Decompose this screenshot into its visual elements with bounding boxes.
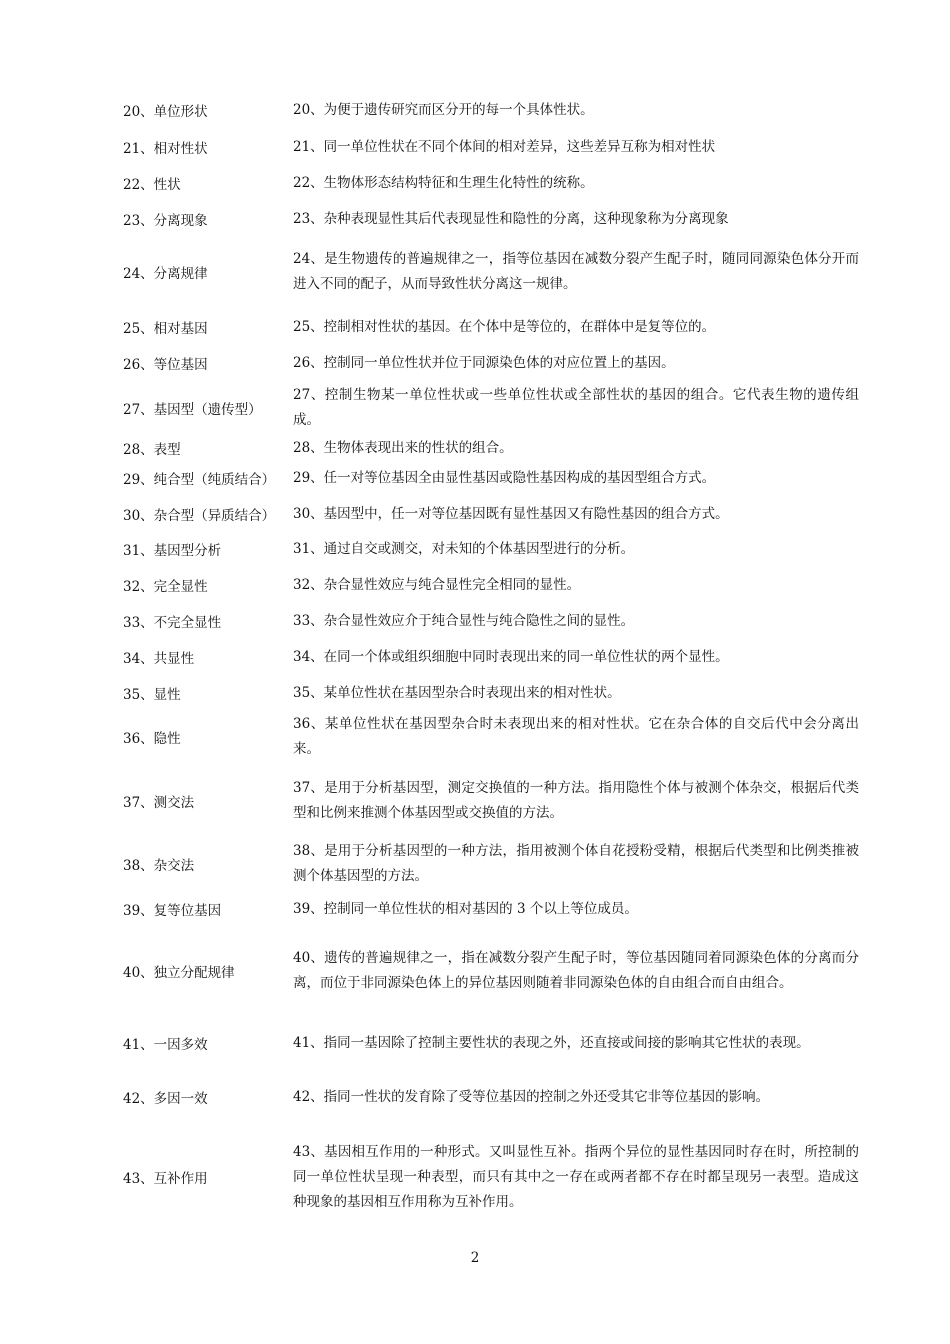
term-label: 41、一因多效 [123,1037,208,1053]
term-label: 33、不完全显性 [123,615,222,631]
term-definition: 34、在同一个体或组织细胞中同时表现出来的同一单位性状的两个显性。 [293,648,729,665]
term-label: 20、单位形状 [123,104,208,120]
term-definition: 35、某单位性状在基因型杂合时表现出来的相对性状。 [293,684,621,701]
term-definition: 20、为便于遗传研究而区分开的每一个具体性状。 [293,101,594,118]
term-label: 42、多因一效 [123,1091,208,1107]
term-definition: 26、控制同一单位性状并位于同源染色体的对应位置上的基因。 [293,354,675,371]
term-definition: 23、杂种表现显性其后代表现显性和隐性的分离，这种现象称为分离现象 [293,210,729,227]
term-label: 38、杂交法 [123,858,195,874]
term-label: 28、表型 [123,442,181,458]
term-definition: 31、通过自交或测交，对未知的个体基因型进行的分析。 [293,540,635,557]
term-label: 24、分离规律 [123,266,208,282]
term-label: 36、隐性 [123,731,181,747]
term-definition: 28、生物体表现出来的性状的组合。 [293,439,513,456]
term-definition: 39、控制同一单位性状的相对基因的 3 个以上等位成员。 [293,900,638,917]
term-label: 39、复等位基因 [123,903,222,919]
term-definition: 36、某单位性状在基因型杂合时未表现出来的相对性状。它在杂合体的自交后代中会分离出来。 [293,716,859,757]
term-definition: 30、基因型中，任一对等位基因既有显性基因又有隐性基因的组合方式。 [293,505,729,522]
term-definition: 29、任一对等位基因全由显性基因或隐性基因构成的基因型组合方式。 [293,469,716,486]
page-number: 2 [470,1250,480,1266]
term-label: 32、完全显性 [123,579,208,595]
term-label: 40、独立分配规律 [123,965,235,981]
term-label: 21、相对性状 [123,141,208,157]
term-label: 22、性状 [123,177,181,193]
term-label: 31、基因型分析 [123,543,222,559]
term-label: 34、共显性 [123,651,195,667]
term-definition: 32、杂合显性效应与纯合显性完全相同的显性。 [293,576,581,593]
term-definition: 33、杂合显性效应介于纯合显性与纯合隐性之间的显性。 [293,612,635,629]
term-label: 25、相对基因 [123,321,208,337]
term-definition: 38、是用于分析基因型的一种方法，指用被测个体自花授粉受精，根据后代类型和比例类推被测个体基因型的方法。 [293,843,859,884]
term-label: 30、杂合型（异质结合） [123,508,276,524]
term-label: 43、互补作用 [123,1171,208,1187]
term-definition: 25、控制相对性状的基因。在个体中是等位的，在群体中是复等位的。 [293,318,716,335]
term-definition: 22、生物体形态结构特征和生理生化特性的统称。 [293,174,594,191]
term-definition: 37、是用于分析基因型，测定交换值的一种方法。指用隐性个体与被测个体杂交，根据后代类型和比例来推测个体基因型或交换值的方法。 [293,780,859,821]
term-definition: 43、基因相互作用的一种形式。又叫显性互补。指两个异位的显性基因同时存在时，所控制的同一单位性状呈现一种表型，而只有其中之一存在或两者都不存在时都呈现另一表型。造成这种现象的基因相互作用称为互补作用。 [293,1143,859,1210]
term-label: 29、纯合型（纯质结合） [123,472,276,488]
term-label: 26、等位基因 [123,357,208,373]
term-label: 27、基因型（遗传型） [123,402,262,418]
term-definition: 27、控制生物某一单位性状或一些单位性状或全部性状的基因的组合。它代表生物的遗传组成。 [293,387,859,428]
term-label: 35、显性 [123,687,181,703]
term-definition: 40、遗传的普遍规律之一，指在减数分裂产生配子时，等位基因随同着同源染色体的分离而分离，而位于非同源染色体上的异位基因则随着非同源染色体的自由组合而自由组合。 [293,950,859,991]
term-definition: 42、指同一性状的发育除了受等位基因的控制之外还受其它非等位基因的影响。 [293,1088,770,1105]
term-definition: 21、同一单位性状在不同个体间的相对差异，这些差异互称为相对性状 [293,138,716,155]
term-definition: 41、指同一基因除了控制主要性状的表现之外，还直接或间接的影响其它性状的表现。 [293,1034,810,1051]
term-definition: 24、是生物遗传的普遍规律之一，指等位基因在减数分裂产生配子时，随同同源染色体分开而进入不同的配子，从而导致性状分离这一规律。 [293,251,859,292]
term-label: 23、分离现象 [123,213,208,229]
term-label: 37、测交法 [123,795,195,811]
